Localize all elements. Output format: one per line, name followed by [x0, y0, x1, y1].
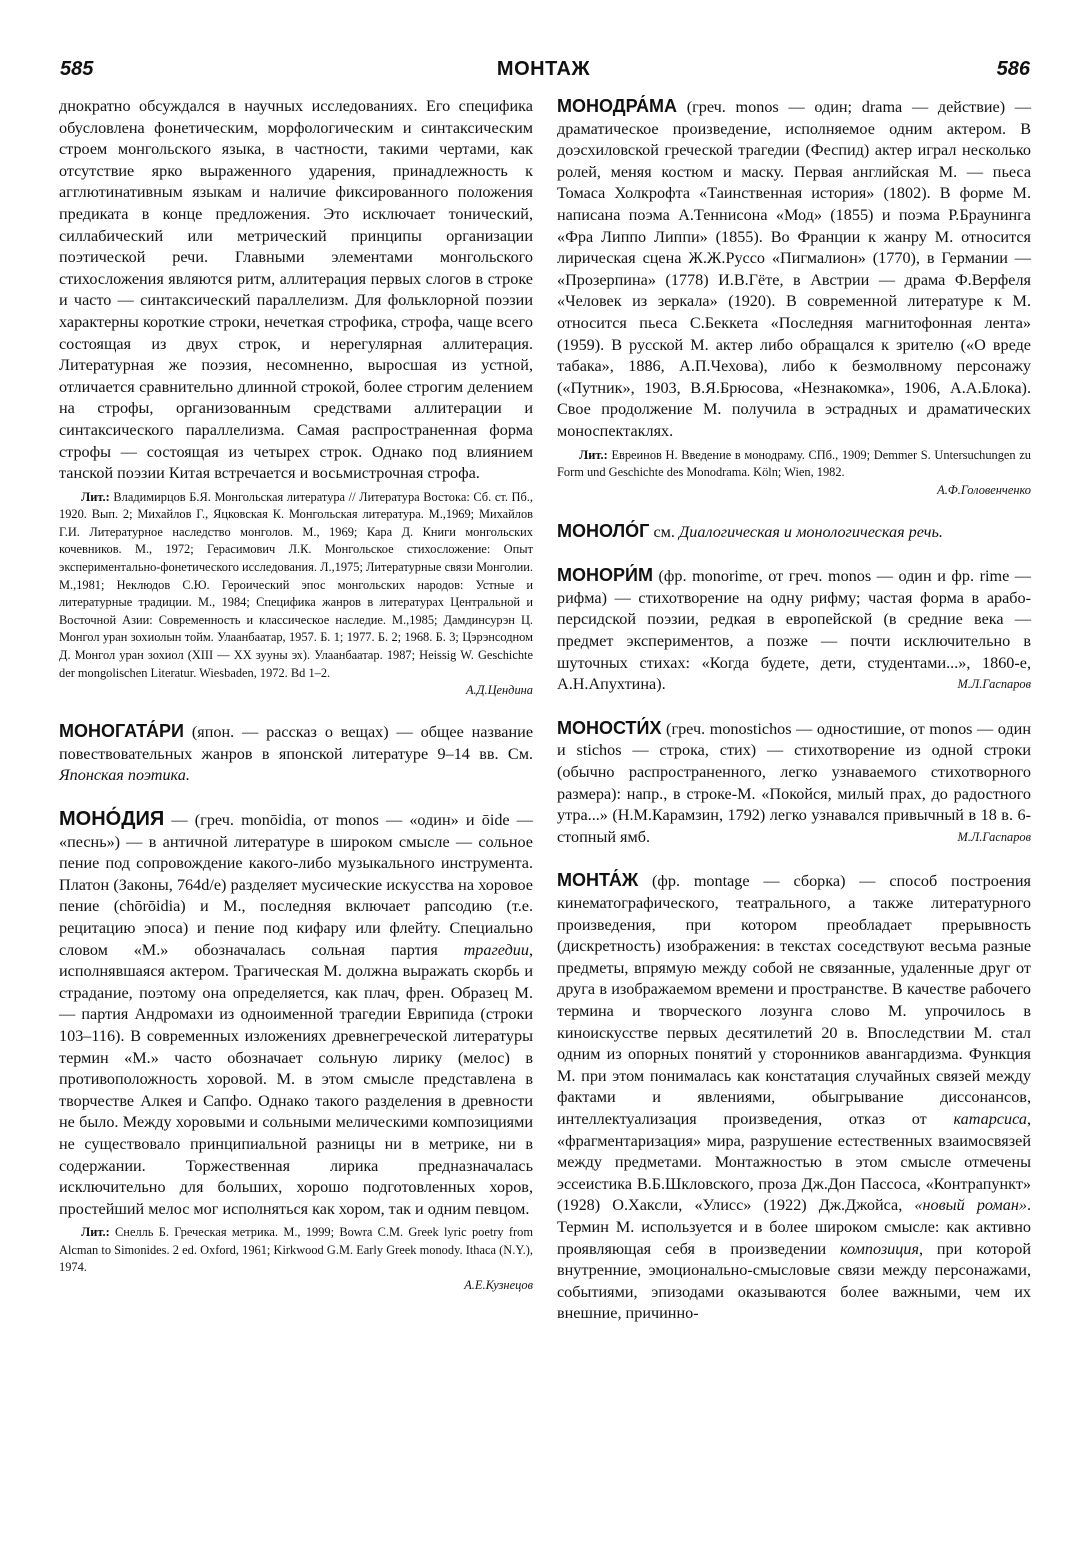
entry-monodrama — [557, 96, 1031, 443]
bibliography-label: Лит.: — [81, 1225, 110, 1240]
entry-text: (фр. monorime, от греч. monos — один и фр. rime — рифма) — стихотворение на одну рифму; частая форма в арабо-персидской поэзии, редкая в европейской (в средние века — предмет экспериментов, а позже — почти исключительно в шуточных стихах: «Когда будете, дети, студентами...», 1860-е, А.Н.Апухтина). — [557, 567, 1031, 694]
entry-text-cont: . Термин М. используется и в более широком смысле: как активно проявляющая себя в произведении — [557, 1196, 1032, 1258]
entry-text: (греч. monostichos — одностишие, от monos — один и stichos — строка, стих) — стихотворение из одной строки (обычно распространенного, легко узнаваемого стихотворного размера): напр., в строке-М. «Покойся, милый прах, до радостного утра...» (Н.М.Карамзин, 1792) легко узнавался привычный в 18 в. 6-стопный ямб. — [557, 719, 1031, 846]
entry-author: М.Л.Гаспаров — [957, 677, 1031, 692]
entry-monolog — [557, 521, 1031, 544]
entry-text: — (греч. monōidia, от monos — «один» и ōide — «песнь») — в античной литературе в широком смысле — сольное пение под сопровождение какого-либо музыкального инструмента. Платон (Законы, 764d/e) разделяет мусические искусства на хоровое пение (chōrōidia) и М., последняя включает рапсодию (т.е. рецитацию эпоса) и пение под кифару или флейту. Специально словом «М.» обозначалась сольная партия — [59, 811, 533, 959]
entry-text: (япон. — рассказ о вещах) — общее название повествовательных жанров в японской литературе 9–14 вв. См. — [59, 723, 533, 763]
cross-reference-link[interactable]: катарсиса — [953, 1109, 1027, 1128]
entry-monorim — [557, 565, 1031, 696]
entry-text-cont: , исполнявшаяся актером. Трагическая М. должна выражать скорбь и страдание, поэтому она определяется, как плач, френ. Образец М. — партия Андромахи из одноименной трагедии Еврипида (строки 103–116). В современных изложениях древнегреческой литературы термин «М.» часто обозначает сольную лирику (мелос) в противоположность хоровой. М. в этом смысле представлена в творчестве Алкея и Сапфо. Однако такого разделения в древности не было. Между хоровыми и сольными мелическими композициями не существовало принципиальной разницы ни в метрике, ни в содержании. Торжественная лирика предназначалась исключительно для больших, хорошо подготовленных хоров, простейший мелос мог исполняться как хором, так и одним певцом. — [59, 940, 533, 1218]
entry-headword: МОНОЛО́Г — [557, 520, 650, 541]
entry-text: (фр. montage — сборка) — способ построения кинематографического, театрального, а также литературного произведения, при котором преобладает прерывность (дискретность) изображения: в текстах соседствуют весьма разные предметы, впрямую между собой не связанные, удаленные друг от друга в изображаемом времени и пространстве. В качестве рабочего термина и творческого лозунга слово М. упрочилось в киноискусстве первых десятилетий 20 в. Впоследствии М. стал одним из опорных понятий у сторонников авангардизма. Функция М. при этом понималась как констатация случайных связей между фактами и явлениями, обыгрывание диссонансов, интеллектуализация произведения, отказ от — [557, 872, 1031, 1128]
page-header — [0, 58, 1087, 88]
entry-text: см. — [649, 522, 679, 541]
page-number-left: 585 — [60, 58, 94, 80]
cross-reference-link[interactable]: Диалогическая и монологическая речь. — [678, 522, 943, 541]
bibliography-label: Лит.: — [81, 489, 110, 504]
entry-headword: МОНО́ДИЯ — [59, 808, 165, 830]
bibliography — [59, 1224, 533, 1277]
entry-headword: МОНОГАТА́РИ — [59, 721, 184, 742]
cross-reference-link[interactable]: композиция — [840, 1239, 919, 1258]
bibliography — [557, 447, 1031, 482]
entry-author: А.Ф.Головенченко — [937, 482, 1031, 497]
bibliography-text: Снелль Б. Греческая метрика. М., 1999; Bowra C.M. Greek lyric poetry from Alcman to Simonides. 2 ed. Oxford, 1961; Kirkwood G.M. Early Greek monody. Ithaca (N.Y.), 1974. — [59, 1225, 533, 1275]
entry-headword: МОНОСТИ́Х — [557, 717, 662, 738]
running-head: МОНТАЖ — [496, 58, 591, 80]
bibliography-text: Владимирцов Б.Я. Монгольская литература // Литература Востока: Сб. ст. Пб., 1920. Вып. 2; Михайлов Г., Яцковская К. Монгольская литература. М.,1969; Михайлов Г.И. Литературное наследство монголов. М., 1969; Кара Д. Книги монгольских кочевников. М., 1972; Герасимович Л.К. Монгольское стихосложение: Опыт экспериментально-фонетического исследования. Л.,1975; Литературные связи Монголии. М.,1981; Неклюдов С.Ю. Героический эпос монгольских народов: Устные и литературные традиции. М., 1984; Специфика жанров в литературах Центральной и Восточной Азии: Современность и классическое наследие. М.,1985; Дамдинсурэн Ц. Монгол уран зохиолын тойм. Улаанбаатар, 1957. Б. 1; 1977. Б. 2; 1968. Б. 3; Цэрэнсодном Д. Монгол уран зохиол (XIII — XX зууны эх). Улаанбаатар. 1987; Heissig W. Geschichte der mongolischen Literatur. Wiesbaden, 1972. Bd 1–2. — [59, 489, 533, 680]
entry-text: (греч. monos — один; drama — действие) — драматическое произведение, исполняемое одним актером. В доэсхиловской греческой трагедии (Феспид) актер играл несколько ролей, меняя костюм и маску. Первая английская М. — пьеса Томаса Холкрофта «Таинственная история» (1802). В форме М. написана поэма А.Теннисона «Мод» (1855) и поэма Р.Браунинга «Фра Липпо Липпи» (1855). Во Франции к жанру М. относится лирическая сцена Ж.Ж.Руссо «Пигмалион» (1770), в Германии — «Прозерпина» (1778) И.В.Гёте, в Австрии — драма Ф.Верфеля «Человек из зеркала» (1920). В современной литературе к М. относится пьеса С.Беккета «Последняя магнитофонная лента» (1959). В русской М. актер либо обращался к зрителю («О вреде табака», 1886, А.П.Чехова), либо к безмолвному персонажу («Путник», 1903, В.Я.Брюсова, «Незнакомка», 1906, А.А.Блока). Свое продолжение М. получила в эстрадных и драматических моноспектаклях. — [557, 98, 1031, 440]
bibliography-text: Евреинов Н. Введение в монодраму. СПб., 1909; Demmer S. Untersuchungen zu Form und Geschichte des Monodrama. Köln; Wien, 1982. — [557, 447, 1031, 480]
entry-author: А.Е.Кузнецов — [464, 1278, 533, 1293]
bibliography — [59, 489, 533, 683]
entry-monostikh — [557, 718, 1031, 849]
entry-headword: МОНОРИ́М — [557, 565, 653, 586]
entry-author: А.Д.Цендина — [465, 683, 533, 698]
entry-headword: МОНТА́Ж — [557, 870, 639, 891]
entry-monodiya — [59, 809, 533, 1220]
continuation-paragraph: днократно обсуждался в научных исследованиях. Его специфика обусловлена фонетическим, морфологическим и синтаксическим строем монгольского языка, в частности, такими чертами, как отсутствие ярко выраженного ударения, принадлежность к агглютинативным языкам и наличие фиксированного положения предиката в конце предложения. Это исключает тонический, силлабический или метрический принципы организации поэтической речи. Главными элементами монгольского стихосложения являются ритм, аллитерация первых слогов в строке и часто — синтаксический параллелизм. Для фольклорной поэзии характерны короткие строки, нечеткая строфика, строфа, чаще всего состоящая из двух строк, и нерегулярная аллитерация. Литературная же поэзия, несомненно, выросшая из устной, отличается сравнительно длинной строкой, более строгим делением на строфы, организованным средствами аллитерации и синтаксического параллелизма. Самая распространенная форма строфы — состоящая из четырех строк. Однако под влиянием танской поэзии Китая встречается и восьмистрочная строфа. — [59, 97, 533, 483]
entry-monogatari — [59, 721, 533, 787]
cross-reference-link[interactable]: «новый роман» — [914, 1196, 1027, 1215]
cross-reference-link[interactable]: Японская поэтика. — [59, 766, 190, 785]
entry-headword: МОНОДРА́МА — [557, 96, 677, 116]
entry-text-cont: , при которой внутренние, эмоционально-смысловые связи между персонажами, событиями, эпизодами оказываются более важными, чем их внешние, причинно- — [557, 1239, 1031, 1323]
bibliography-label: Лит.: — [579, 447, 608, 462]
entry-montazh — [557, 870, 1031, 1324]
right-column — [557, 96, 1031, 1325]
entry-text-cont: , «фрагментаризация» мира, разрушение естественных взаимосвязей между предметами. Монтажностью в этом смысле отмечены эссеистика В.Б.Шкловского, проза Дж.Дон Пассоса, «Контрапункт» (1928) О.Хаксли, «Улисс» (1922) Дж.Джойса, — [557, 1109, 1031, 1215]
cross-reference-link[interactable]: трагедии — [463, 940, 529, 959]
left-column — [59, 96, 533, 1294]
page-number-right: 586 — [996, 58, 1030, 80]
entry-author: М.Л.Гаспаров — [957, 829, 1031, 844]
